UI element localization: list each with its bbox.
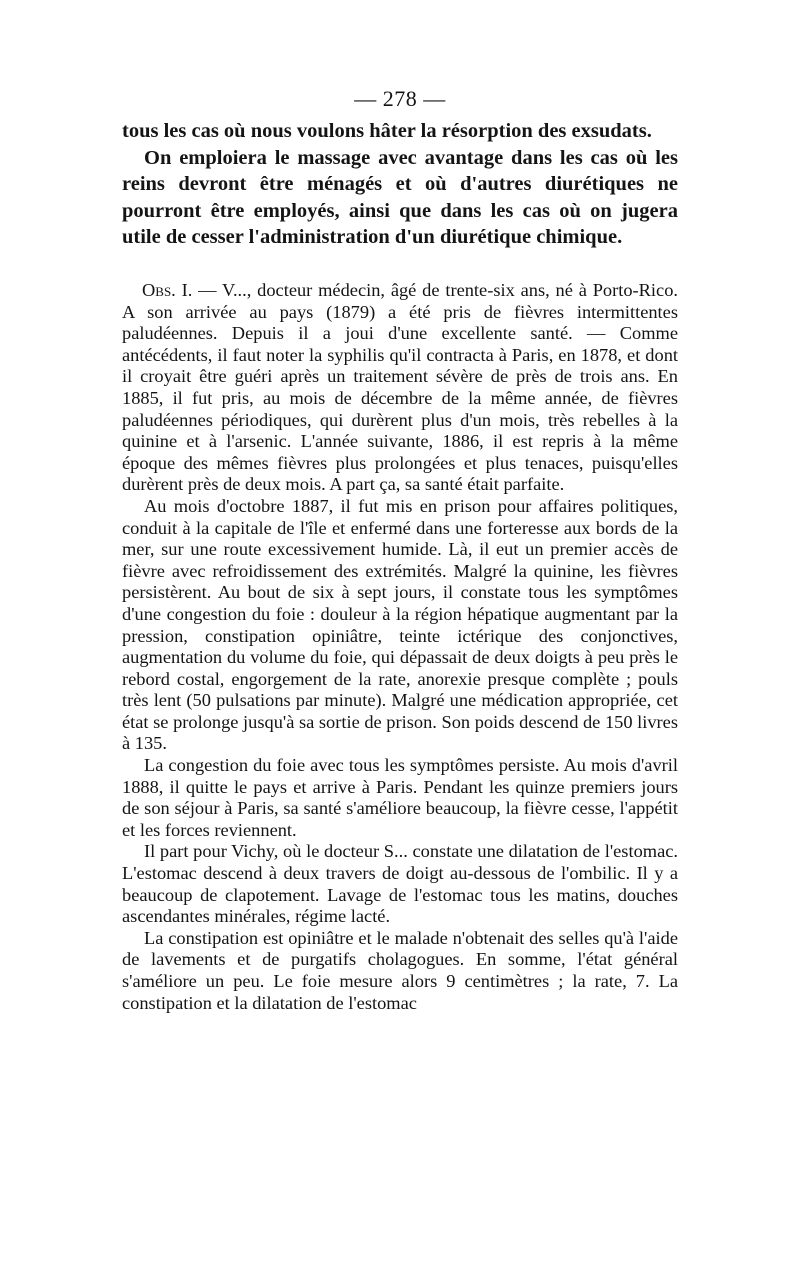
intro-paragraph-1: tous les cas où nous voulons hâter la résorption des exsudats. <box>122 120 652 142</box>
observation-paragraph-1 <box>122 280 678 496</box>
page-number: — 278 — <box>354 86 446 111</box>
observation-paragraph-5: La constipation est opiniâtre et le malade n'obtenait des selles qu'à l'aide de lavements et de purgatifs cholagogues. En somme, l'état général s'améliore un peu. Le foie mesure alors 9 centimètres ; la rate, 7. La constipation et la dilatation de l'estomac <box>122 927 678 1013</box>
observation-intro-text: — V..., docteur médecin, âgé de trente-six ans, né à Porto-Rico. A son arrivée au pays (1879) a été pris de fièvres intermittentes paludéennes. Depuis il a joui d'une excellente santé. — Comme antécédents, il faut noter la syphilis qu'il contracta à Paris, en 1878, et dont il croyait être guéri après un traitement sévère de près de trois ans. En 1885, il fut pris, au mois de décembre de la même année, de fièvres paludéennes périodiques, qui durèrent plus d'un mois, très rebelles à la quinine et à l'arsenic. L'année suivante, 1886, il est repris à la même époque des mêmes fièvres plus prolongées et plus tenaces, puisqu'elles durèrent près de deux mois. A part ça, sa santé était parfaite. <box>122 280 678 495</box>
intro-paragraph-2: On emploiera le massage avec avantage dans les cas où les reins devront être ménagés et où d'autres diurétiques ne pourront être employés, ainsi que dans les cas où on jugera utile de cesser l'administration d'un diurétique chimique. <box>122 146 678 248</box>
observation-paragraph-4: Il part pour Vichy, où le docteur S... constate une dilatation de l'estomac. L'estomac descend à deux travers de doigt au-dessous de l'ombilic. Il y a beaucoup de clapotement. Lavage de l'estomac tous les matins, douches ascendantes minérales, régime lacté. <box>122 841 678 927</box>
observation-section <box>122 280 678 1014</box>
observation-paragraph-2: Au mois d'octobre 1887, il fut mis en prison pour affaires politiques, conduit à la capitale de l'île et enfermé dans une forteresse aux bords de la mer, sur une route excessivement humide. Là, il eut un premier accès de fièvre avec refroidissement des extrémités. Malgré la quinine, les fièvres persistèrent. Au bout de six à sept jours, il constate tous les symptômes d'une congestion du foie : douleur à la région hépatique augmentant par la pression, constipation opiniâtre, teinte ictérique des conjonctives, augmentation du volume du foie, qui dépassait de deux doigts à peu près le rebord costal, engorgement de la rate, anorexie presque complète ; pouls très lent (50 pulsations par minute). Malgré une médication appropriée, cet état se prolonge jusqu'à sa sortie de prison. Son poids descend de 150 livres à 135. <box>122 495 678 754</box>
observation-label: Obs. I. <box>142 280 193 300</box>
intro-text <box>122 118 678 251</box>
observation-paragraph-3: La congestion du foie avec tous les symptômes persiste. Au mois d'avril 1888, il quitte le pays et arrive à Paris. Pendant les quinze premiers jours de son séjour à Paris, sa santé s'améliore beaucoup, la fièvre cesse, l'appétit et les forces reviennent. <box>122 755 678 840</box>
